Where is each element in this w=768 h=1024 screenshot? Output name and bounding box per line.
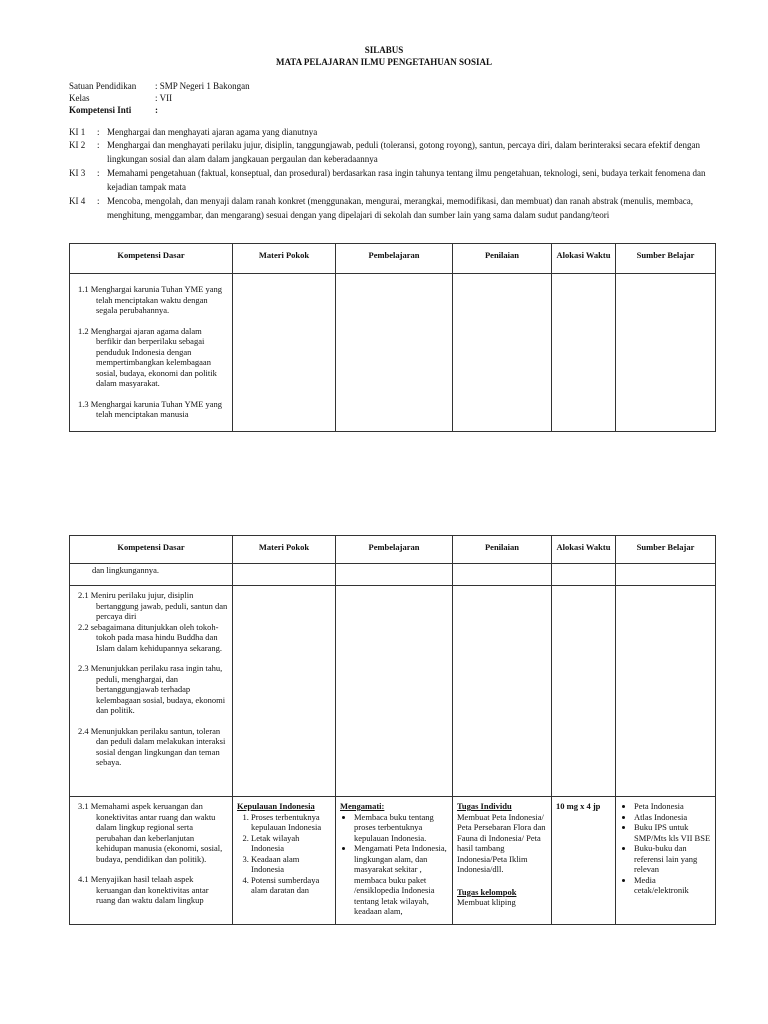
ki-code: KI 1 [69,127,86,137]
kd-cell [70,797,233,925]
penilaian-title-kelompok: Tugas kelompok [457,886,517,897]
alokasi-cell [552,586,616,797]
identity-row [69,105,158,115]
kd-item: 3.1 Memahami aspek keruangan dan konektivitas antar ruang dan waktu dalam lingkup regional serta perubahan dan keberlanjutan kehidupan manusia (ekonomi, sosial, budaya, pendidikan dan politik). [78,801,223,864]
materi-cell [233,564,336,586]
header-penilaian: Penilaian [453,244,552,274]
alokasi-value: 10 mg x 4 jp [556,801,601,811]
identity-row [69,81,250,91]
materi-cell [233,274,336,432]
sumber-cell [616,586,716,797]
table-header-row [70,536,716,564]
pembelajaran-item: • Membaca buku tentang proses terbentuknya kepulauan Indonesia. [354,812,448,844]
ki-colon: : [97,168,100,178]
sumber-cell [616,274,716,432]
table-row [70,586,716,797]
alokasi-cell [552,797,616,925]
materi-cell [233,797,336,925]
kd-item: 2.4 Menunjukkan perilaku santun, toleran dan peduli dalam melakukan interaksi sosial dengan lingkungan dan teman sebaya. [78,725,226,767]
kd-cell [70,274,233,432]
ki-colon: : [97,140,100,150]
alokasi-cell [552,564,616,586]
materi-list [237,812,331,896]
sumber-cell [616,564,716,586]
identity-value: : SMP Negeri 1 Bakongan [155,81,250,91]
header-sumber-belajar: Sumber Belajar [616,244,716,274]
header-kompetensi-dasar: Kompetensi Dasar [70,244,233,274]
penilaian-cell [453,797,552,925]
kd-item: 1.3 Menghargai karunia Tuhan YME yang telah menciptakan manusia [78,398,223,419]
alokasi-cell [552,274,616,432]
identity-label: Kelas [69,93,90,103]
penilaian-cell [453,274,552,432]
pembelajaran-cell [336,274,453,432]
sumber-list [620,801,711,896]
penilaian-cell [453,564,552,586]
header-penilaian: Penilaian [453,536,552,564]
identity-value: : [155,105,158,115]
header-sumber-belajar: Sumber Belajar [616,536,716,564]
materi-item: 4. Potensi sumberdaya alam daratan dan [251,875,331,896]
identity-row [69,93,172,103]
kd-item: 2.2 sebagaimana ditunjukkan oleh tokoh-tokoh pada masa hindu Buddha dan Islam dalam kehidupannya sekarang. [78,621,223,653]
materi-item: 2. Letak wilayah Indonesia [251,833,331,854]
sumber-cell [616,797,716,925]
ki-text: Memahami pengetahuan (faktual, konseptual, dan prosedural) berdasarkan rasa ingin tahunya tentang ilmu pengetahuan, teknologi, seni, budaya terkait fenomena dan kejadian tampak mata [107,168,706,192]
ki-colon: : [97,127,100,137]
materi-title: Kepulauan Indonesia [237,801,315,811]
materi-cell [233,586,336,797]
silabus-table-1 [69,243,716,432]
ki-text: Menghargai dan menghayati perilaku jujur, disiplin, tanggungjawab, peduli (toleransi, gotong royong), santun, percaya diri, dalam berinteraksi secara efektif dengan lingkungan sosial dan alam dalam jangkauan pergaulan dan keberadaannya [107,140,701,164]
kd-item: 4.1 Menyajikan hasil telaah aspek keruangan dan konektivitas antar ruang dan waktu dalam lingkup [78,874,209,905]
kd-continuation: dan lingkungannya. [92,565,160,575]
ki-code: KI 2 [69,140,86,150]
penilaian-text-individu: Membuat Peta Indonesia/ Peta Persebaran Flora dan Fauna di Indonesia/ Peta hasil tambang Indonesia/Peta Iklim Indonesia/dll. [457,811,546,874]
header-materi-pokok: Materi Pokok [233,536,336,564]
pembelajaran-cell [336,564,453,586]
sumber-item: • Buku IPS untuk SMP/Mts kls VII BSE [634,822,711,843]
pembelajaran-cell [336,586,453,797]
pembelajaran-cell [336,797,453,925]
identity-value: : VII [155,93,173,103]
identity-label: Satuan Pendidikan [69,81,137,91]
kd-item: 2.1 Meniru perilaku jujur, disiplin bertanggung jawab, peduli, santun dan percaya diri [78,590,228,621]
table-header-row [70,244,716,274]
kd-item: 2.3 Menunjukkan perilaku rasa ingin tahu, peduli, menghargai, dan bertanggungjawab terhadap kelembagaan sosial, budaya, ekonomi dan politik. [78,663,226,715]
ki-text: Mencoba, mengolah, dan menyaji dalam ranah konkret (menggunakan, mengurai, merangkai, memodifikasi, dan membuat) dan ranah abstrak (menulis, membaca, menghitung, menggambar, dan mengarang) sesuai dengan yang dipelajari di sekolah dan sumber lain yang sama dalam sudut pandang/teori [107,196,694,220]
ki-code: KI 3 [69,168,86,178]
materi-item: 3. Keadaan alam Indonesia [251,854,331,875]
penilaian-text-kelompok: Membuat kliping [457,897,516,907]
sumber-item: • Buku-buku dan referensi lain yang relevan [634,843,711,875]
sumber-item: • Media cetak/elektronik [634,875,711,896]
header-alokasi-waktu: Alokasi Waktu [552,536,616,564]
kd-cell [70,564,233,586]
silabus-table-2 [69,535,716,925]
ki-colon: : [97,196,100,206]
sumber-item: • Atlas Indonesia [634,812,711,823]
header-kompetensi-dasar: Kompetensi Dasar [70,536,233,564]
pembelajaran-list [340,812,448,917]
materi-item: 1. Proses terbentuknya kepulauan Indonesia [251,812,331,833]
sumber-item: • Peta Indonesia [634,801,711,812]
kd-cell [70,586,233,797]
header-materi-pokok: Materi Pokok [233,244,336,274]
kd-item: 1.2 Menghargai ajaran agama dalam berfikir dan berperilaku sebagai penduduk Indonesia dengan mempertimbangkan kelembagaan sosial, budaya, ekonomi dan politik dalam masyarakat. [78,325,217,388]
header-pembelajaran: Pembelajaran [336,536,453,564]
table-row [70,797,716,925]
table-row [70,564,716,586]
kd-item: 1.1 Menghargai karunia Tuhan YME yang telah menciptakan waktu dengan segala perubahannya. [78,284,223,315]
identity-label: Kompetensi Inti [69,105,132,115]
penilaian-title-individu: Tugas Individu [457,801,512,811]
ki-text: Menghargai dan menghayati ajaran agama yang dianutnya [107,127,318,137]
penilaian-cell [453,586,552,797]
pembelajaran-item: • Mengamati Peta Indonesia, lingkungan alam, dan masyarakat sekitar , membaca buku paket /ensiklopedia Indonesia tentang letak wilayah, keadaan alam, [354,843,448,917]
table-row [70,274,716,432]
doc-title: SILABUS [364,45,404,55]
header-pembelajaran: Pembelajaran [336,244,453,274]
doc-subtitle: MATA PELAJARAN ILMU PENGETAHUAN SOSIAL [275,57,493,67]
ki-code: KI 4 [69,196,86,206]
pembelajaran-title: Mengamati: [340,801,385,811]
header-alokasi-waktu: Alokasi Waktu [552,244,616,274]
